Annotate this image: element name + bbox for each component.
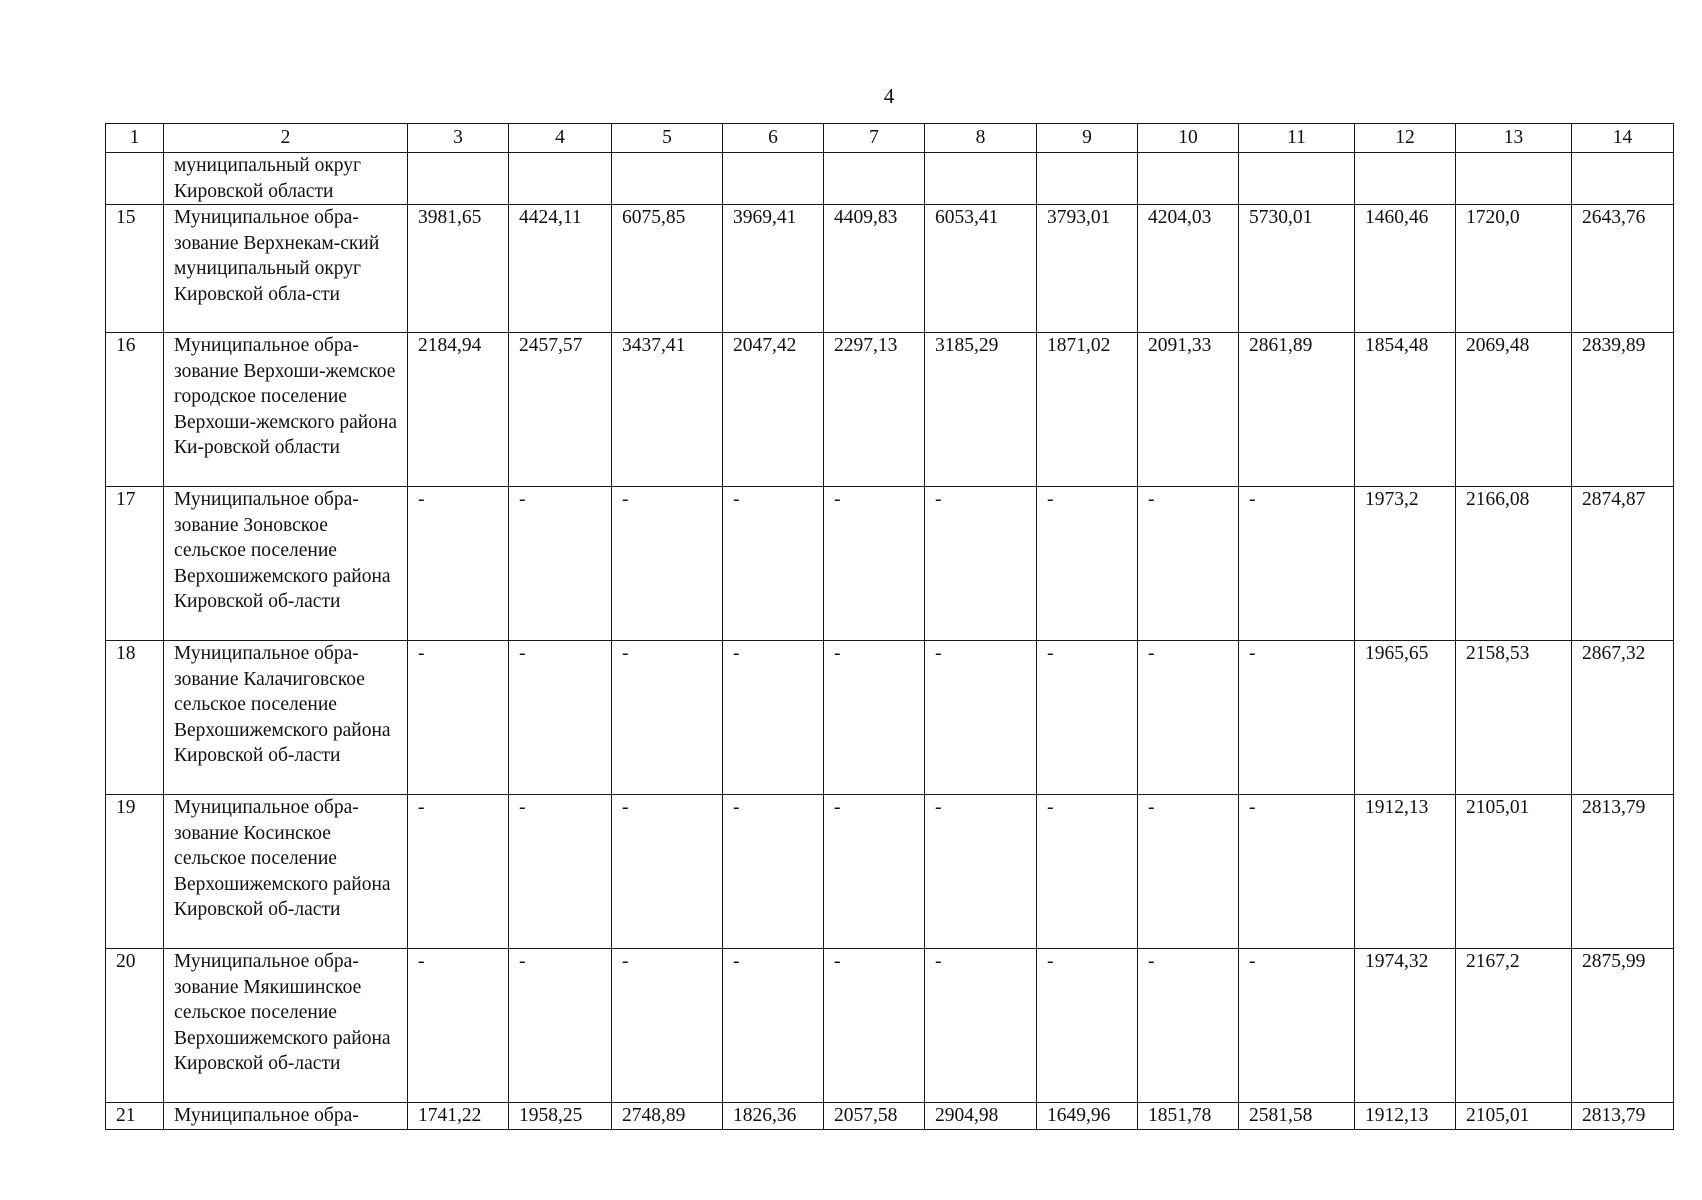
value-cell: -: [723, 795, 824, 949]
value-cell: 2581,58: [1239, 1103, 1355, 1130]
value-cell: -: [1037, 949, 1138, 1103]
value-cell: 1912,13: [1355, 795, 1456, 949]
value-cell: 2457,57: [509, 333, 612, 487]
value-cell: -: [1239, 949, 1355, 1103]
value-cell: 2861,89: [1239, 333, 1355, 487]
value-cell: 2904,98: [925, 1103, 1037, 1130]
value-cell: [408, 153, 509, 205]
value-cell: 1741,22: [408, 1103, 509, 1130]
tariff-table: [105, 123, 1674, 1130]
municipality-name: Муниципальное обра-зование Калачиговское сельское поселение Верхошижемского района Кировской об-ласти: [164, 641, 408, 795]
municipality-name: Муниципальное обра-зование Верхнекам-ский муниципальный округ Кировской обла-сти: [164, 205, 408, 333]
table-row: [106, 1103, 1674, 1130]
value-cell: -: [509, 487, 612, 641]
table-body: [106, 153, 1674, 1130]
value-cell: 1854,48: [1355, 333, 1456, 487]
value-cell: 2047,42: [723, 333, 824, 487]
row-number: 17: [106, 487, 164, 641]
municipality-name: Муниципальное обра-зование Зоновское сельское поселение Верхошижемского района Кировской об-ласти: [164, 487, 408, 641]
column-header: 14: [1572, 124, 1674, 153]
value-cell: -: [824, 795, 925, 949]
value-cell: 2091,33: [1138, 333, 1239, 487]
value-cell: -: [509, 795, 612, 949]
table-row: [106, 641, 1674, 795]
value-cell: [925, 153, 1037, 205]
value-cell: -: [612, 487, 723, 641]
value-cell: -: [1037, 795, 1138, 949]
value-cell: [1239, 153, 1355, 205]
value-cell: 4409,83: [824, 205, 925, 333]
value-cell: [1355, 153, 1456, 205]
value-cell: 3793,01: [1037, 205, 1138, 333]
column-header: 12: [1355, 124, 1456, 153]
value-cell: 2105,01: [1456, 795, 1572, 949]
table-row: [106, 949, 1674, 1103]
value-cell: 2867,32: [1572, 641, 1674, 795]
value-cell: -: [408, 487, 509, 641]
value-cell: [723, 153, 824, 205]
value-cell: 2297,13: [824, 333, 925, 487]
value-cell: 2643,76: [1572, 205, 1674, 333]
value-cell: -: [408, 795, 509, 949]
value-cell: -: [1138, 949, 1239, 1103]
value-cell: 1851,78: [1138, 1103, 1239, 1130]
value-cell: -: [824, 949, 925, 1103]
table-row: [106, 487, 1674, 641]
value-cell: 6075,85: [612, 205, 723, 333]
value-cell: 2105,01: [1456, 1103, 1572, 1130]
column-header: 11: [1239, 124, 1355, 153]
column-header: 1: [106, 124, 164, 153]
value-cell: 2874,87: [1572, 487, 1674, 641]
row-number: [106, 153, 164, 205]
value-cell: -: [1138, 641, 1239, 795]
value-cell: 1965,65: [1355, 641, 1456, 795]
value-cell: -: [509, 641, 612, 795]
column-header: 7: [824, 124, 925, 153]
value-cell: 2875,99: [1572, 949, 1674, 1103]
value-cell: 3437,41: [612, 333, 723, 487]
column-header: 10: [1138, 124, 1239, 153]
value-cell: -: [612, 949, 723, 1103]
column-header: 5: [612, 124, 723, 153]
value-cell: -: [925, 641, 1037, 795]
value-cell: 2813,79: [1572, 795, 1674, 949]
value-cell: 1649,96: [1037, 1103, 1138, 1130]
value-cell: -: [925, 795, 1037, 949]
page-number: 4: [883, 84, 895, 108]
row-number: 16: [106, 333, 164, 487]
value-cell: -: [723, 487, 824, 641]
value-cell: [824, 153, 925, 205]
value-cell: 2184,94: [408, 333, 509, 487]
row-number: 18: [106, 641, 164, 795]
value-cell: 1912,13: [1355, 1103, 1456, 1130]
value-cell: -: [408, 949, 509, 1103]
row-number: 21: [106, 1103, 164, 1130]
value-cell: 2166,08: [1456, 487, 1572, 641]
value-cell: -: [612, 641, 723, 795]
value-cell: 1974,32: [1355, 949, 1456, 1103]
row-number: 20: [106, 949, 164, 1103]
value-cell: -: [723, 949, 824, 1103]
value-cell: 2839,89: [1572, 333, 1674, 487]
value-cell: -: [1239, 487, 1355, 641]
column-header: 4: [509, 124, 612, 153]
row-number: 19: [106, 795, 164, 949]
value-cell: 2167,2: [1456, 949, 1572, 1103]
value-cell: -: [723, 641, 824, 795]
municipality-name: Муниципальное обра-: [164, 1103, 408, 1130]
column-header: 6: [723, 124, 824, 153]
value-cell: 2158,53: [1456, 641, 1572, 795]
value-cell: [1037, 153, 1138, 205]
value-cell: 5730,01: [1239, 205, 1355, 333]
value-cell: -: [824, 641, 925, 795]
value-cell: 1460,46: [1355, 205, 1456, 333]
value-cell: -: [824, 487, 925, 641]
municipality-name: Муниципальное обра-зование Косинское сельское поселение Верхошижемского района Кировской об-ласти: [164, 795, 408, 949]
header-row: [106, 124, 1674, 153]
value-cell: 3969,41: [723, 205, 824, 333]
value-cell: 6053,41: [925, 205, 1037, 333]
value-cell: -: [1138, 487, 1239, 641]
municipality-name: Муниципальное обра-зование Верхоши-жемское городское поселение Верхоши-жемского района Ки-ровской области: [164, 333, 408, 487]
value-cell: -: [925, 949, 1037, 1103]
value-cell: [612, 153, 723, 205]
municipality-name: Муниципальное обра-зование Мякишинское сельское поселение Верхошижемского района Кировской об-ласти: [164, 949, 408, 1103]
column-header: 3: [408, 124, 509, 153]
column-header: 9: [1037, 124, 1138, 153]
value-cell: [1572, 153, 1674, 205]
value-cell: -: [612, 795, 723, 949]
value-cell: -: [1037, 641, 1138, 795]
column-header: 8: [925, 124, 1037, 153]
table-row: [106, 205, 1674, 333]
column-header: 13: [1456, 124, 1572, 153]
value-cell: -: [1138, 795, 1239, 949]
value-cell: [509, 153, 612, 205]
value-cell: 1973,2: [1355, 487, 1456, 641]
table-row: [106, 153, 1674, 205]
value-cell: 2069,48: [1456, 333, 1572, 487]
value-cell: 1826,36: [723, 1103, 824, 1130]
value-cell: -: [1239, 641, 1355, 795]
value-cell: 2748,89: [612, 1103, 723, 1130]
value-cell: 1871,02: [1037, 333, 1138, 487]
value-cell: 2813,79: [1572, 1103, 1674, 1130]
column-header: 2: [164, 124, 408, 153]
value-cell: 4424,11: [509, 205, 612, 333]
value-cell: -: [509, 949, 612, 1103]
municipality-name: муниципальный округ Кировской области: [164, 153, 408, 205]
value-cell: 2057,58: [824, 1103, 925, 1130]
value-cell: 4204,03: [1138, 205, 1239, 333]
row-number: 15: [106, 205, 164, 333]
value-cell: 1958,25: [509, 1103, 612, 1130]
value-cell: [1456, 153, 1572, 205]
value-cell: -: [925, 487, 1037, 641]
value-cell: -: [1037, 487, 1138, 641]
value-cell: -: [408, 641, 509, 795]
value-cell: 3185,29: [925, 333, 1037, 487]
value-cell: 1720,0: [1456, 205, 1572, 333]
value-cell: -: [1239, 795, 1355, 949]
table-row: [106, 333, 1674, 487]
value-cell: [1138, 153, 1239, 205]
table-row: [106, 795, 1674, 949]
value-cell: 3981,65: [408, 205, 509, 333]
